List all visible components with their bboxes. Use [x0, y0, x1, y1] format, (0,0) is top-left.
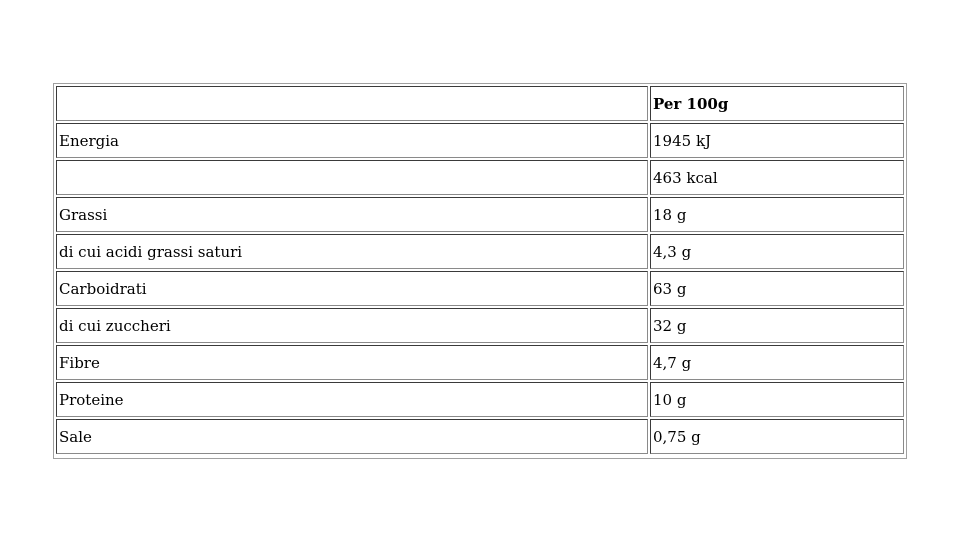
table-header-row: [56, 86, 904, 121]
row-label-proteine: Proteine: [56, 382, 648, 417]
row-label-zuccheri: di cui zuccheri: [56, 308, 648, 343]
table-row: [56, 271, 904, 306]
row-value-fibre: 4,7 g: [650, 345, 904, 380]
row-label-energia: Energia: [56, 123, 648, 158]
nutrition-table: [54, 84, 906, 456]
row-value-zuccheri: 32 g: [650, 308, 904, 343]
row-value-energia-kcal: 463 kcal: [650, 160, 904, 195]
table-row: [56, 160, 904, 195]
row-value-energia-kj: 1945 kJ: [650, 123, 904, 158]
row-label-carboidrati: Carboidrati: [56, 271, 648, 306]
row-value-proteine: 10 g: [650, 382, 904, 417]
table-row: [56, 123, 904, 158]
table-row: [56, 308, 904, 343]
table-row: [56, 234, 904, 269]
table-row: [56, 419, 904, 454]
table-row: [56, 197, 904, 232]
table-row: [56, 345, 904, 380]
row-label-sale: Sale: [56, 419, 648, 454]
row-label-empty: [56, 160, 648, 195]
nutrition-table-frame: [53, 83, 907, 459]
row-value-grassi: 18 g: [650, 197, 904, 232]
row-value-saturi: 4,3 g: [650, 234, 904, 269]
row-label-saturi: di cui acidi grassi saturi: [56, 234, 648, 269]
row-value-sale: 0,75 g: [650, 419, 904, 454]
header-label-cell: [56, 86, 648, 121]
table-row: [56, 382, 904, 417]
row-value-carboidrati: 63 g: [650, 271, 904, 306]
row-label-fibre: Fibre: [56, 345, 648, 380]
row-label-grassi: Grassi: [56, 197, 648, 232]
header-per-100g-cell: Per 100g: [650, 86, 904, 121]
